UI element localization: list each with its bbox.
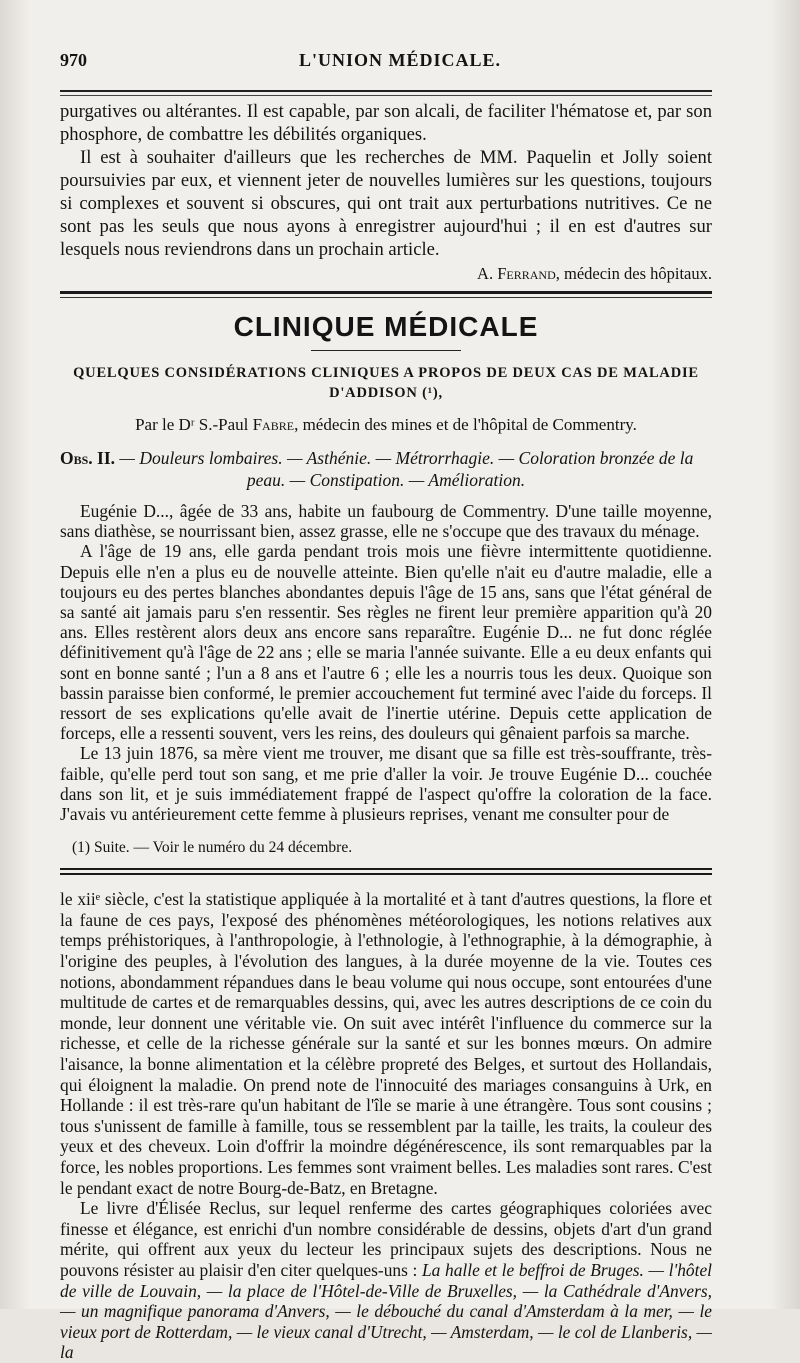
illustration-caption: — le débouché du canal d'Amsterdam à la mer, [329, 1301, 673, 1322]
article-subtitle-line1: QUELQUES CONSIDÉRATIONS CLINIQUES A PROPOS DE DEUX CAS DE MALADIE [73, 365, 699, 381]
illustration-caption: — un magnifique panorama d'Anvers, [60, 1301, 330, 1322]
signature-initial: A. [477, 264, 494, 283]
observation-label: Obs. II. [60, 448, 116, 468]
page-number: 970 [60, 50, 87, 70]
section-title: CLINIQUE MÉDICALE [233, 311, 539, 342]
illustration-caption: — la Cathédrale d'Anvers, [517, 1280, 712, 1301]
feuilleton-lead: Le livre d'Élisée Reclus, sur lequel renferme des cartes géographiques coloriées avec finesse et élégance, est enrichi d'un nombre considérable de dessins, objets d'art d'un grand mérite, qui offrent aux yeux du lecteur les principaux sujets des descriptions. Nous ne pouvons résister au plaisir d'en citer quelques-uns : [60, 1198, 712, 1280]
observation-summary-cont: peau. — Constipation. — Amélioration. [246, 470, 526, 490]
clinical-paragraph: A l'âge de 19 ans, elle garda pendant trois mois une fièvre intermittente quotidienne. Depuis elle n'en a plus eu de nouvelle atteinte. Bien qu'elle n'ait eu d'autre maladie, elle a toujours eu des pertes blanches abondantes depuis l'âge de 15 ans, sans que l'état général de sa santé ait jamais paru s'en ressentir. Ses règles ne firent leur première apparition qu'à 20 ans. Elles restèrent alors deux ans encore sans reparaître. Eugénie D... ne fut donc réglée définitivement qu'à l'âge de 22 ans ; elle se maria l'année suivante. Elle a eu deux enfants qui sont en bonne santé ; l'un a 8 ans et l'autre 6 ; elle les a nourris tous les deux. Quoique son bassin paraisse bien conformé, le premier accouchement fut terminé avec l'aide du forceps. Il ressort de ses explications qu'elle avait de l'inertie utérine. Depuis cette application de forceps, elle a ressenti souvent, vers les reins, des douleurs qui gênaient parfois sa marche. [60, 541, 712, 744]
feuilleton-text [60, 889, 712, 1363]
clinical-paragraph: Eugénie D..., âgée de 33 ans, habite un faubourg de Commentry. D'une taille moyenne, sans diathèse, se nourrissant bien, assez grasse, elle ne s'occupe que des travaux du ménage. [60, 501, 712, 542]
illustration-caption: — la [60, 1321, 713, 1363]
title-underline [311, 350, 461, 351]
author-affiliation: , médecin des mines et de l'hôpital de Commentry. [294, 415, 637, 434]
signature-name: Ferrand [497, 264, 556, 283]
feuilleton-paragraph [60, 1198, 712, 1363]
header-rule-thin [60, 95, 712, 96]
illustration-caption: — le col de Llanberis, [533, 1321, 693, 1342]
author-line [60, 413, 712, 437]
footnote: (1) Suite. — Voir le numéro du 24 décembre. [72, 839, 353, 857]
observation-summary: — Douleurs lombaires. — Asthénie. — Métrorrhagie. — Coloration bronzée de la [115, 448, 694, 468]
feuilleton-paragraph: le xiiᵉ siècle, c'est la statistique appliquée à la mortalité et à tant d'autres questions, la flore et la faune de ces pays, l'exposé des phénomènes météorologiques, les notions relatives aux temps préhistoriques, à l'anthropologie, à l'ethnologie, à l'ethnographie, à la démographie, à l'origine des peuples, à l'évolution des langues, à la durée moyenne de la vie. Toutes ces notions, abondamment répandues dans le beau volume qui nous occupe, sont entourées d'une multitude de cartes et de remarquables dessins, qui, avec les autres descriptions de ce coin du monde, leur donnent une véritable vie. On suit avec intérêt l'influence du commerce sur la richesse, et celle de la richesse générale sur la santé et sur les bonnes mœurs. On admire l'aisance, la bonne alimentation et la célèbre propreté des Belges, et surtout des Hollandais, qui éloignent la maladie. On prend note de l'innocuité des mariages consanguins à Urk, en Hollande : il est très-rare qu'un habitant de l'île se marie à une étrangère. Tous sont cousins ; tous s'unissent de famille à famille, tous se ressemblent par la taille, les traits, la couleur des yeux et des cheveux. Loin d'offrir la moindre dégénérescence, ils sont remarquables par la force, les nobles proportions. Les femmes sont vraiment belles. Les maladies sont rares. C'est le pendant exact de notre Bourg-de-Batz, en Bretagne. [60, 889, 712, 1198]
observation-heading [60, 447, 712, 469]
clinical-text [60, 501, 712, 824]
signature-role: , médecin des hôpitaux. [555, 264, 712, 283]
author-name: Fabre [252, 415, 295, 434]
author-prefix: Par le Dʳ S.-Paul [135, 415, 249, 434]
intro-paragraph: purgatives ou altérantes. Il est capable, par son alcali, de faciliter l'hématose et, par son phosphore, de combattre les débilités organiques. [60, 101, 712, 145]
illustration-caption: La halle et le beffroi de Bruges. [417, 1259, 644, 1280]
illustration-caption: — Amsterdam, [426, 1321, 534, 1342]
illustration-caption: — le vieux canal d'Utrecht, [232, 1321, 427, 1342]
illustration-caption: — la place de l'Hôtel-de-Ville de Bruxelles, [201, 1280, 518, 1301]
journal-title: L'UNION MÉDICALE. [298, 50, 502, 70]
illustration-caption: — l'hôtel de ville de Louvain, [60, 1259, 712, 1301]
intro-paragraph: Il est à souhaiter d'ailleurs que les recherches de MM. Paquelin et Jolly soient poursuivies par eux, et viennent jeter de nouvelles lumières sur les questions, toujours si complexes et souvent si obscures, qui ont trait aux perturbations nutritives. Ce ne sont pas les seuls que nous ayons à enregistrer aujourd'hui ; il en est d'autres sur lesquels nous reviendrons dans un prochain article. [60, 147, 712, 260]
section-divider [60, 291, 712, 298]
intro-text [60, 100, 712, 261]
article-subtitle-line2: D'ADDISON (¹), [329, 385, 443, 401]
running-header [60, 50, 712, 76]
signature [60, 263, 712, 285]
header-rule [60, 90, 712, 92]
feuilleton-divider [60, 868, 712, 875]
clinical-paragraph: Le 13 juin 1876, sa mère vient me trouver, me disant que sa fille est très-souffrante, très-faible, qu'elle perd tout son sang, et me prie d'aller la voir. Je trouve Eugénie D... couchée dans son lit, et je suis immédiatement frappé de l'aspect qu'offre la coloration de la face. J'avais vu antérieurement cette femme à plusieurs reprises, venant me consulter pour de [60, 743, 712, 825]
illustration-caption: — le vieux port de Rotterdam, [60, 1301, 712, 1342]
